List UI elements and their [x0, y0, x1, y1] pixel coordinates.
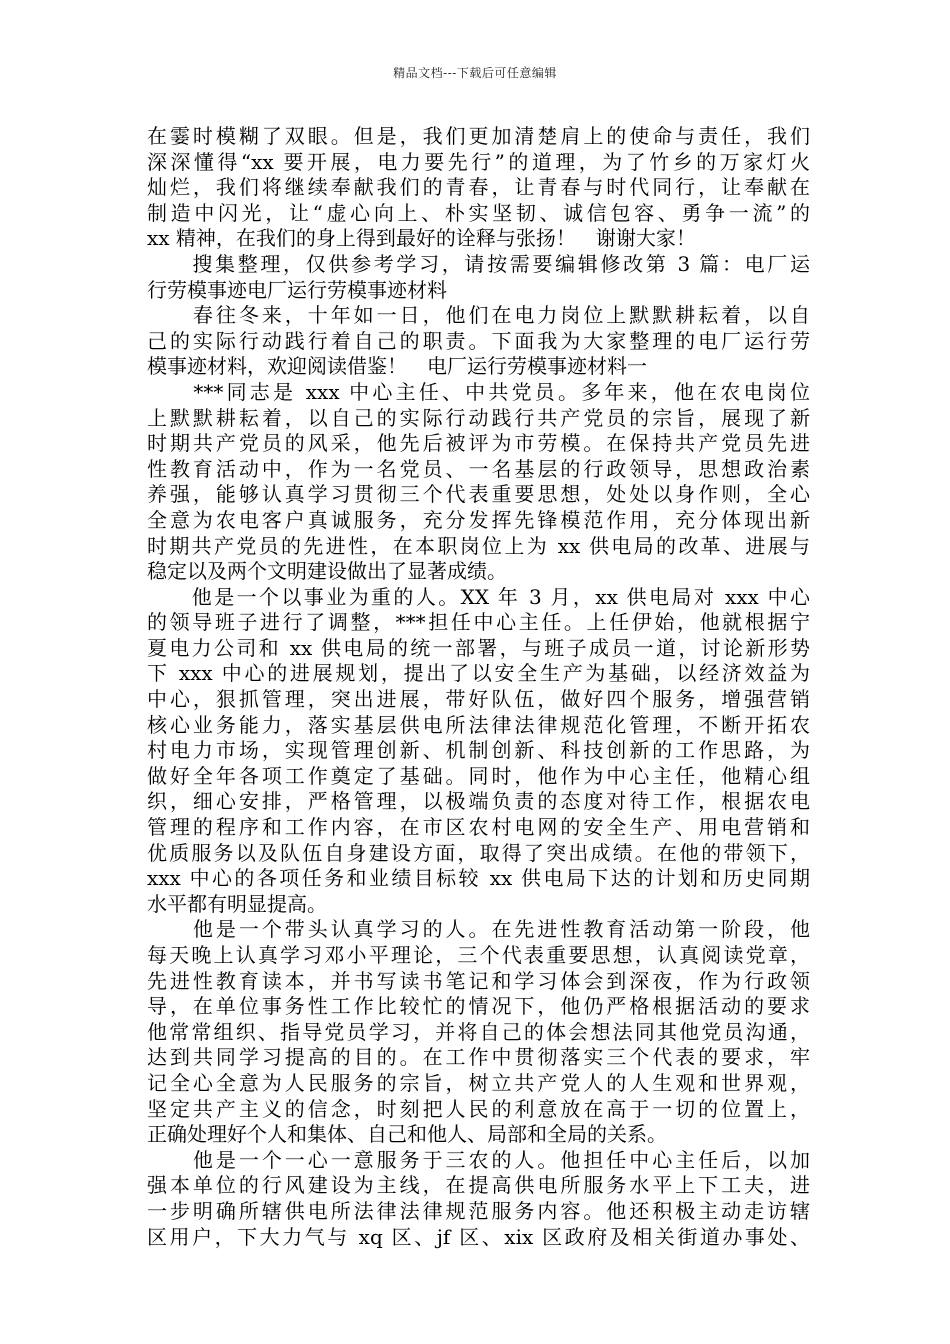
- text-line: xx 精神，在我们的身上得到最好的诠释与张扬！ 谢谢大家！: [147, 226, 696, 251]
- text-line: 管理的程序和工作内容，在市区农村电网的安全生产、用电营销和: [147, 815, 810, 840]
- text-line: 区用户，下大力气与 xq 区、jf 区、xix 区政府及相关街道办事处、: [147, 1224, 810, 1249]
- text-line: 织，细心安排，严格管理，以极端负责的态度对待工作，根据农电: [147, 789, 810, 814]
- text-line: 中心，狠抓管理，突出进展，带好队伍，做好四个服务，增强营销: [147, 687, 810, 712]
- text-line: 己的实际行动践行着自己的职责。下面我为大家整理的电厂运行劳: [147, 328, 810, 353]
- text-line: 搜集整理，仅供参考学习，请按需要编辑修改第 3 篇：电厂运: [147, 251, 810, 276]
- text-line: 的领导班子进行了调整，***担任中心主任。上任伊始，他就根据宁: [147, 610, 810, 635]
- text-line: 全意为农电客户真诚服务，充分发挥先锋模范作用，充分体现出新: [147, 507, 810, 532]
- text-line: 导，在单位事务性工作比较忙的情况下，他仍严格根据活动的要求: [147, 994, 810, 1019]
- text-line: 强本单位的行风建设为主线，在提高供电所服务水平上下工夫，进: [147, 1173, 810, 1198]
- text-line: 记全心全意为人民服务的宗旨，树立共产党人的人生观和世界观，: [147, 1070, 810, 1095]
- text-line: 每天晚上认真学习邓小平理论，三个代表重要思想，认真阅读党章，: [147, 943, 810, 967]
- text-line: 核心业务能力，落实基层供电所法律法律规范化管理，不断开拓农: [147, 712, 810, 737]
- text-line: 优质服务以及队伍自身建设方面，取得了突出成绩。在他的带领下，: [147, 840, 810, 865]
- text-line: 灿烂，我们将继续奉献我们的青春，让青春与时代同行，让奉献在: [147, 175, 810, 200]
- page-header: 精品文档---下载后可任意编辑: [393, 66, 557, 80]
- text-line: 坚定共产主义的信念，时刻把人民的利意放在高于一切的位置上，: [147, 1096, 810, 1121]
- text-line: 上默默耕耘着，以自己的实际行动践行共产党员的宗旨，展现了新: [147, 405, 810, 430]
- text-line: 时期共产党员的先进性，在本职岗位上为 xx 供电局的改革、进展与: [147, 533, 810, 558]
- text-line: 模事迹材料，欢迎阅读借鉴！ 电厂运行劳模事迹材料一: [147, 354, 647, 379]
- text-line: 正确处理好个人和集体、自己和他人、局部和全局的关系。: [147, 1122, 667, 1147]
- text-line: 下 xxx 中心的进展规划，提出了以安全生产为基础，以经济效益为: [147, 661, 810, 686]
- text-line: 他是一个带头认真学习的人。在先进性教育活动第一阶段，他: [147, 917, 810, 942]
- text-line: 时期共产党员的风采，他先后被评为市劳模。在保持共产党员先进: [147, 431, 810, 456]
- text-line: 做好全年各项工作奠定了基础。同时，他作为中心主任，他精心组: [147, 763, 810, 788]
- text-line: 夏电力公司和 xx 供电局的统一部署，与班子成员一道，讨论新形势: [147, 635, 810, 660]
- text-line: 他是一个一心一意服务于三农的人。他担任中心主任后，以加: [147, 1147, 810, 1172]
- text-line: 达到共同学习提高的目的。在工作中贯彻落实三个代表的要求，牢: [147, 1045, 810, 1070]
- text-line: 水平都有明显提高。: [147, 891, 327, 916]
- text-line: 春往冬来，十年如一日，他们在电力岗位上默默耕耘着，以自: [147, 303, 810, 328]
- text-line: 一步明确所辖供电所法律法律规范服务内容。他还积极主动走访辖: [147, 1198, 810, 1223]
- text-line: 行劳模事迹电厂运行劳模事迹材料: [147, 277, 447, 302]
- text-line: 村电力市场，实现管理创新、机制创新、科技创新的工作思路，为: [147, 738, 810, 763]
- text-line: 稳定以及两个文明建设做出了显著成绩。: [147, 559, 507, 584]
- text-line: 养强，能够认真学习贯彻三个代表重要思想，处处以身作则，全心: [147, 482, 810, 507]
- text-line: 他是一个以事业为重的人。XX 年 3 月，xx 供电局对 xxx 中心: [147, 584, 810, 609]
- text-line: 深深懂得“xx 要开展，电力要先行”的道理，为了竹乡的万家灯火: [147, 149, 810, 174]
- text-line: ***同志是 xxx 中心主任、中共党员。多年来，他在农电岗位: [147, 379, 810, 404]
- document-body: [147, 124, 810, 1250]
- text-line: xxx 中心的各项任务和业绩目标较 xx 供电局下达的计划和历史同期: [147, 866, 810, 891]
- text-line: 制造中闪光，让“虚心向上、朴实坚韧、诚信包容、勇争一流”的: [147, 200, 810, 225]
- text-line: 性教育活动中，作为一名党员、一名基层的行政领导，思想政治素: [147, 456, 810, 481]
- text-line: 在霎时模糊了双眼。但是，我们更加清楚肩上的使命与责任，我们: [147, 124, 810, 148]
- text-line: 先进性教育读本，并书写读书笔记和学习体会到深夜，作为行政领: [147, 968, 810, 993]
- text-line: 他常常组织、指导党员学习，并将自己的体会想法同其他党员沟通，: [147, 1019, 810, 1044]
